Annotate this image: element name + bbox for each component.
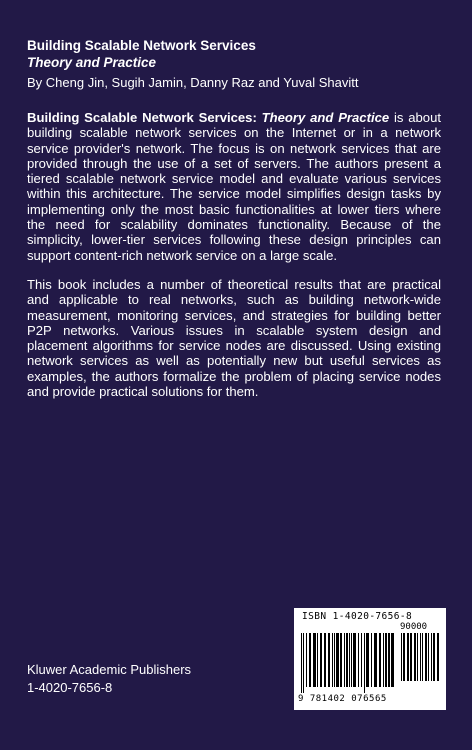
barcode-bar bbox=[364, 633, 365, 693]
barcode-bar bbox=[407, 633, 409, 681]
description-paragraph-1 bbox=[27, 110, 441, 263]
barcode-bar bbox=[417, 633, 418, 681]
barcode-bar bbox=[361, 633, 362, 687]
barcode-bar bbox=[401, 633, 402, 681]
ean-barcode-bars bbox=[300, 633, 396, 693]
barcode-isbn-label: ISBN 1-4020-7656-8 bbox=[302, 611, 413, 622]
barcode-bar bbox=[334, 633, 335, 687]
publisher-block bbox=[27, 661, 191, 697]
barcode-price-code: 90000 bbox=[400, 622, 428, 632]
barcode-bar bbox=[303, 633, 304, 693]
barcode-bar bbox=[301, 633, 302, 693]
barcode-bar bbox=[332, 633, 333, 687]
barcode-ean-digits: 9 781402 076565 bbox=[298, 694, 387, 704]
publisher-isbn: 1-4020-7656-8 bbox=[27, 680, 113, 695]
barcode-bar bbox=[320, 633, 322, 687]
description-paragraph-1-text: is about building scalable network services on the Internet or in a network service provider's network. The focus is on network services that are provided through the use of a set of servers. The authors present a tiered scalable network service model and evaluate various services within this architecture. The service model simplifies design tasks by implementing only the most basic functionalities at lower tiers where the need for scalability dominates functionality. Because of the simplicity, lower-tier services following these design principles can support content-rich network service on a large scale. bbox=[27, 110, 441, 263]
barcode-bar bbox=[340, 633, 342, 687]
barcode-bar bbox=[309, 633, 311, 687]
barcode-bar bbox=[317, 633, 318, 687]
barcode-bar bbox=[403, 633, 405, 681]
barcode-bar bbox=[410, 633, 412, 681]
barcode-bar bbox=[371, 633, 372, 687]
barcode-bar bbox=[328, 633, 330, 687]
book-title: Building Scalable Network Services bbox=[27, 38, 256, 53]
barcode-bar bbox=[388, 633, 390, 687]
book-description bbox=[27, 110, 441, 399]
barcode-bar bbox=[358, 633, 359, 687]
barcode-bar bbox=[414, 633, 416, 681]
barcode-bar bbox=[420, 633, 421, 681]
description-paragraph-2: This book includes a number of theoretical results that are practical and applicable to real networks, such as building network-wide measurement, monitoring services, and strategies for building better P2P networks. Various issues in scalable system design and placement algorithms for service nodes are discussed. Using existing network services as well as potentially new but useful services as examples, the authors formalize the problem of placing service nodes and provide practical solutions for them. bbox=[27, 276, 441, 400]
barcode-bar bbox=[379, 633, 381, 687]
barcode-bar bbox=[383, 633, 384, 687]
barcode-bar bbox=[433, 633, 435, 681]
barcode-bar bbox=[351, 633, 352, 687]
price-barcode-bars bbox=[400, 633, 440, 681]
barcode-bar bbox=[346, 633, 348, 687]
description-lead-title: Building Scalable Network Services: bbox=[27, 110, 257, 125]
barcode-bar bbox=[336, 633, 339, 687]
barcode-bar bbox=[422, 633, 423, 681]
barcode-bar bbox=[306, 633, 307, 687]
barcode-bar bbox=[391, 633, 394, 687]
barcode-bar bbox=[428, 633, 429, 681]
barcode-bar bbox=[374, 633, 377, 687]
barcode-bar bbox=[425, 633, 427, 681]
barcode-bar bbox=[349, 633, 350, 687]
description-lead-subtitle: Theory and Practice bbox=[261, 110, 390, 125]
isbn-barcode bbox=[294, 608, 446, 710]
book-authors: By Cheng Jin, Sugih Jamin, Danny Raz and Yuval Shavitt bbox=[27, 75, 359, 90]
barcode-bar bbox=[366, 633, 369, 687]
barcode-bar bbox=[324, 633, 326, 687]
cover-header bbox=[27, 37, 447, 92]
book-subtitle: Theory and Practice bbox=[27, 55, 157, 70]
barcode-bar bbox=[353, 633, 356, 687]
barcode-bar bbox=[385, 633, 387, 687]
barcode-bar bbox=[313, 633, 316, 687]
barcode-bar bbox=[431, 633, 432, 681]
barcode-bar bbox=[437, 633, 439, 681]
barcode-bar bbox=[344, 633, 345, 687]
publisher-name: Kluwer Academic Publishers bbox=[27, 662, 192, 677]
